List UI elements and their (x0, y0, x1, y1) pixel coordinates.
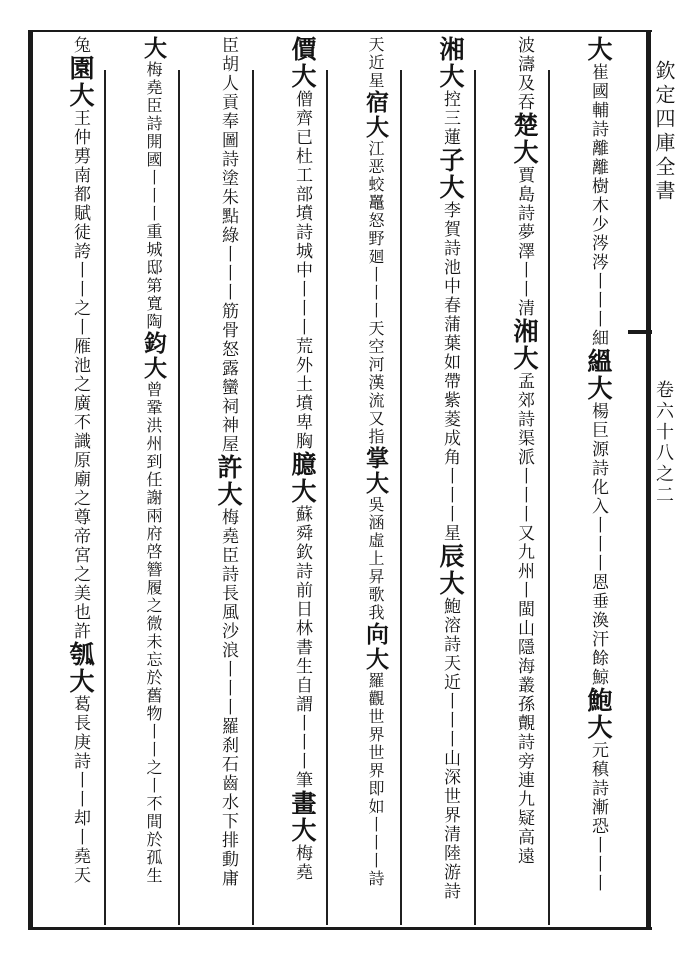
column-divider (252, 70, 254, 925)
text-column-1: 大崔國輔詩離離樹木少涔涔丨丨丨細縕大楊巨源詩化入丨丨丨恩垂渙汗餘鯨鮑大元稹詩漸恐丨丨丨 (584, 36, 613, 893)
column-rules (28, 30, 652, 930)
text-column-8: 兔園大王仲旉南都賦徒誇丨丨之丨雁池之廣不識原廟之尊帝宮之美也許瓠大葛長庚詩丨丨却丨堯天 (66, 36, 95, 885)
text-column-4: 天近星宿大江恶蛟鼉怒野廻丨丨丨天空河漢流又指掌大吳涵虛上昇歌我向大羅觀世界世界即如丨丨丨詩 (362, 36, 389, 888)
column-divider (104, 70, 106, 925)
margin-band (628, 330, 652, 334)
text-column-7: 大梅堯臣詩開國丨丨丨重城邸第寬陶鈞大曾鞏洪州到任謝兩府啓簪履之微未忘於舊物丨丨之丨不間於孤生 (140, 36, 167, 885)
text-column-2: 波濤及吞楚大賈島詩夢澤丨丨清湘大孟郊詩渠派丨丨丨又九州丨閩山隱海叢孫覿詩旁連九疑高遠 (510, 36, 539, 866)
text-column-6: 臣胡人貢奉圖詩塗朱點綠丨丨丨筋骨怒露蠻祠神屋許大梅堯臣詩長風沙浪丨丨丨羅刹石齒水下排動庸 (214, 36, 243, 888)
margin-chapter: 卷六十八之二 (653, 380, 674, 506)
column-divider (178, 70, 180, 925)
column-divider (326, 70, 328, 925)
margin-book-title: 欽定四庫全書 (652, 60, 676, 204)
column-divider (474, 70, 476, 925)
column-divider (400, 70, 402, 925)
column-divider (548, 70, 550, 925)
text-column-5: 價大僧齊已杜工部墳詩城中丨丨丨荒外土墳卑胸臆大蘇舜欽詩前日林書生自謂丨丨丨筆畫大梅堯 (288, 36, 317, 882)
text-column-3: 湘大控三蓮子大李賀詩池中春蒲葉如帶紫菱成角丨丨丨星辰大鮑溶詩天近丨丨丨山深世界清陸游詩 (436, 36, 465, 901)
